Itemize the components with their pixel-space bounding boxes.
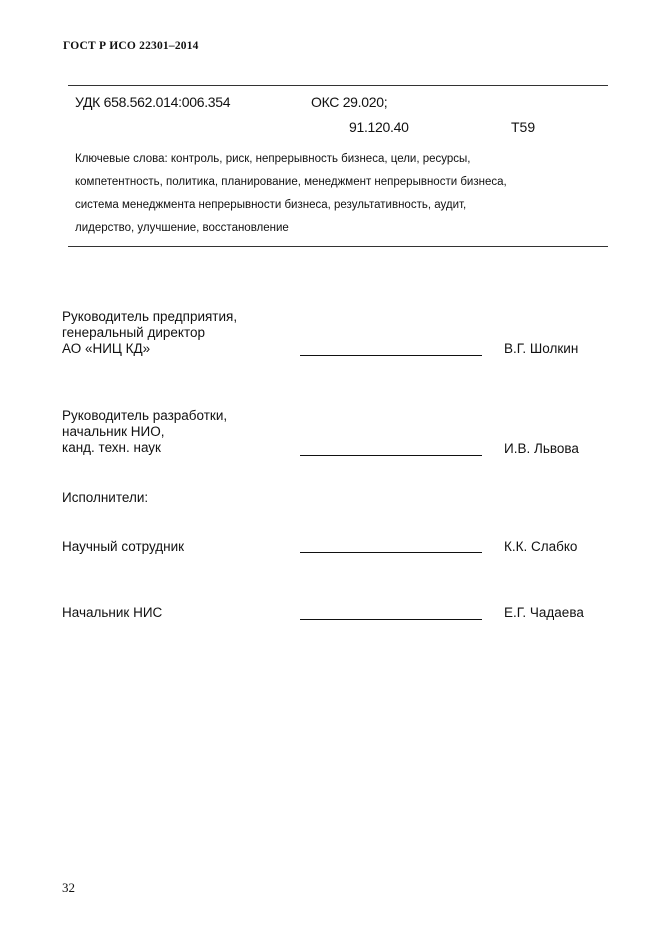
head-name: В.Г. Шолкин (504, 341, 579, 356)
researcher-role: Научный сотрудник (62, 539, 185, 554)
t-code: Т59 (511, 119, 536, 135)
udc-code: УДК 658.562.014:006.354 (75, 94, 231, 110)
chief-signature-line (300, 619, 482, 620)
head-role-line: генеральный директор (62, 325, 206, 340)
researcher-name: К.К. Слабко (504, 539, 578, 554)
developer-role-line: канд. техн. наук (62, 440, 161, 455)
head-role-line: АО «НИЦ КД» (62, 341, 151, 356)
developer-signature-line (300, 455, 482, 456)
chief-name: Е.Г. Чадаева (504, 605, 584, 620)
keywords-line: Ключевые слова: контроль, риск, непрерывность бизнеса, цели, ресурсы, (75, 153, 471, 165)
oks-code-line1: ОКС 29.020; (311, 94, 388, 110)
page-number: 32 (62, 880, 75, 895)
developer-role-line: Руководитель разработки, (62, 408, 228, 423)
keywords-block (75, 148, 595, 240)
keywords-line: компетентность, политика, планирование, менеджмент непрерывности бизнеса, (75, 176, 507, 188)
oks-code-line2: 91.120.40 (349, 119, 409, 135)
head-role-block (62, 309, 237, 357)
keywords-line: лидерство, улучшение, восстановление (75, 222, 289, 234)
document-header: ГОСТ Р ИСО 22301–2014 (63, 40, 199, 52)
performers-label: Исполнители: (62, 490, 149, 505)
researcher-signature-line (300, 552, 482, 553)
developer-name: И.В. Львова (504, 441, 579, 456)
bottom-divider (68, 246, 608, 247)
developer-role-line: начальник НИО, (62, 424, 165, 439)
chief-role: Начальник НИС (62, 605, 163, 620)
developer-role-block (62, 408, 227, 456)
head-role-line: Руководитель предприятия, (62, 309, 238, 324)
keywords-line: система менеджмента непрерывности бизнеса, результативность, аудит, (75, 199, 467, 211)
top-divider (68, 85, 608, 86)
head-signature-line (300, 355, 482, 356)
